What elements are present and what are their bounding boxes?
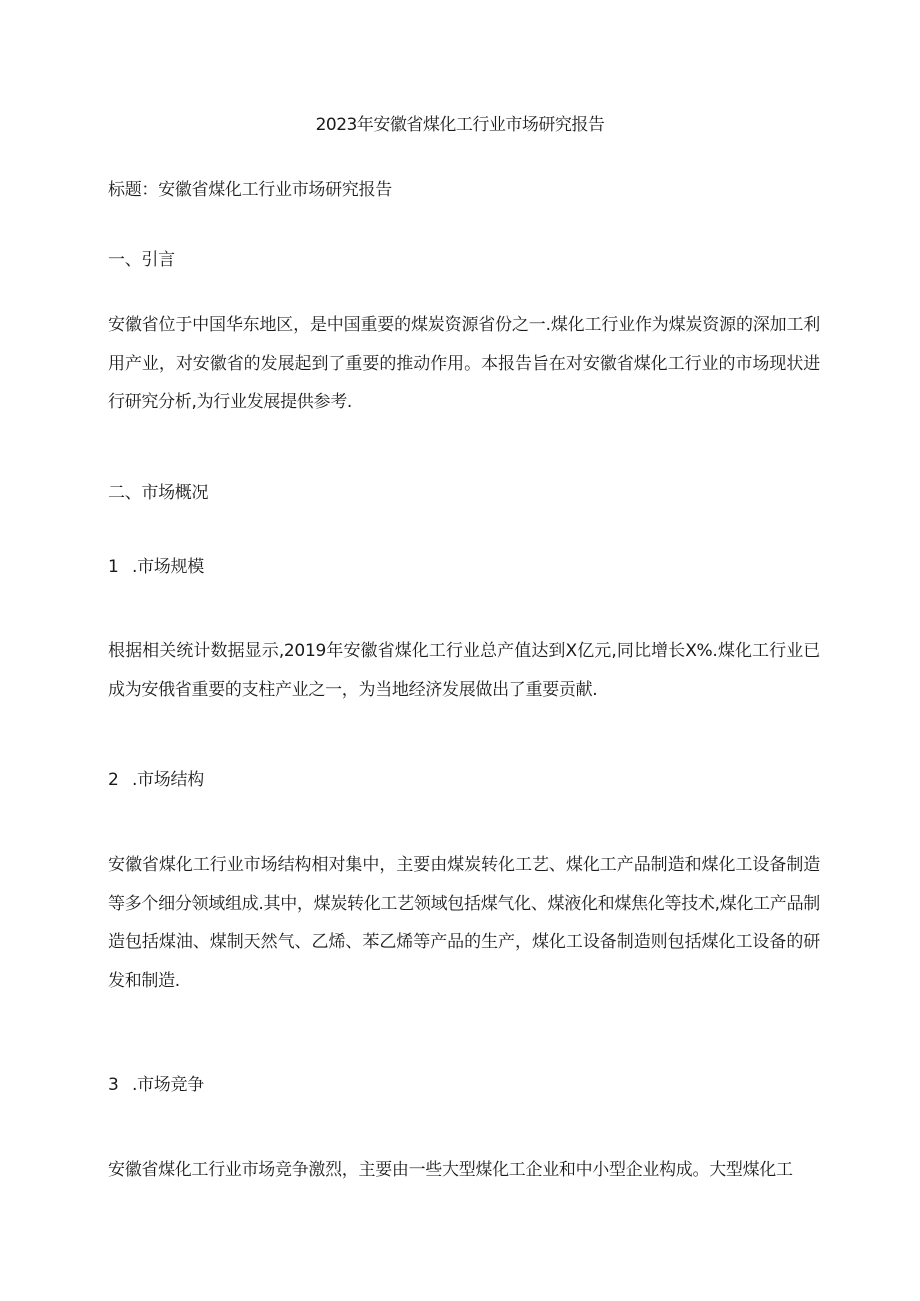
paragraph-competition: 安徽省煤化工行业市场竞争激烈，主要由一些大型煤化工企业和中小型企业构成。大型煤化工	[108, 1160, 793, 1180]
subsection-number: 3	[108, 1075, 119, 1095]
subsection-number: 1	[108, 557, 119, 577]
paragraph-structure: 安徽省煤化工行业市场结构相对集中，主要由煤炭转化工艺、煤化工产品制造和煤化工设备制造等多个细分领域组成.其中，煤炭转化工艺领域包括煤气化、煤液化和煤焦化等技术,煤化工产品制造包括煤油、煤制天然气、乙烯、苯乙烯等产品的生产，煤化工设备制造则包括煤化工设备的研发和制造.	[108, 855, 820, 991]
subsection-heading-structure	[108, 765, 204, 790]
subsection-title: .市场结构	[132, 770, 204, 790]
subsection-title: .市场规模	[132, 557, 204, 577]
section-heading-intro: 一、引言	[108, 250, 175, 270]
subsection-number: 2	[108, 770, 119, 790]
document-title: 2023年安徽省煤化工行业市场研究报告	[315, 115, 605, 135]
section-heading-overview: 二、市场概况	[108, 483, 209, 503]
subsection-heading-competition	[108, 1070, 204, 1095]
subsection-heading-scale	[108, 552, 204, 577]
subsection-title: .市场竞争	[132, 1075, 204, 1095]
paragraph-scale: 根据相关统计数据显示,2019年安徽省煤化工行业总产值达到X亿元,同比增长X%.煤化工行业已成为安俄省重要的支柱产业之一，为当地经济发展做出了重要贡献.	[108, 641, 820, 700]
subtitle-line: 标题：安徽省煤化工行业市场研究报告	[108, 180, 392, 200]
paragraph-intro: 安徽省位于中国华东地区，是中国重要的煤炭资源省份之一.煤化工行业作为煤炭资源的深加工利用产业，对安徽省的发展起到了重要的推动作用。本报告旨在对安徽省煤化工行业的市场现状进行研究分析,为行业发展提供参考.	[108, 315, 820, 412]
